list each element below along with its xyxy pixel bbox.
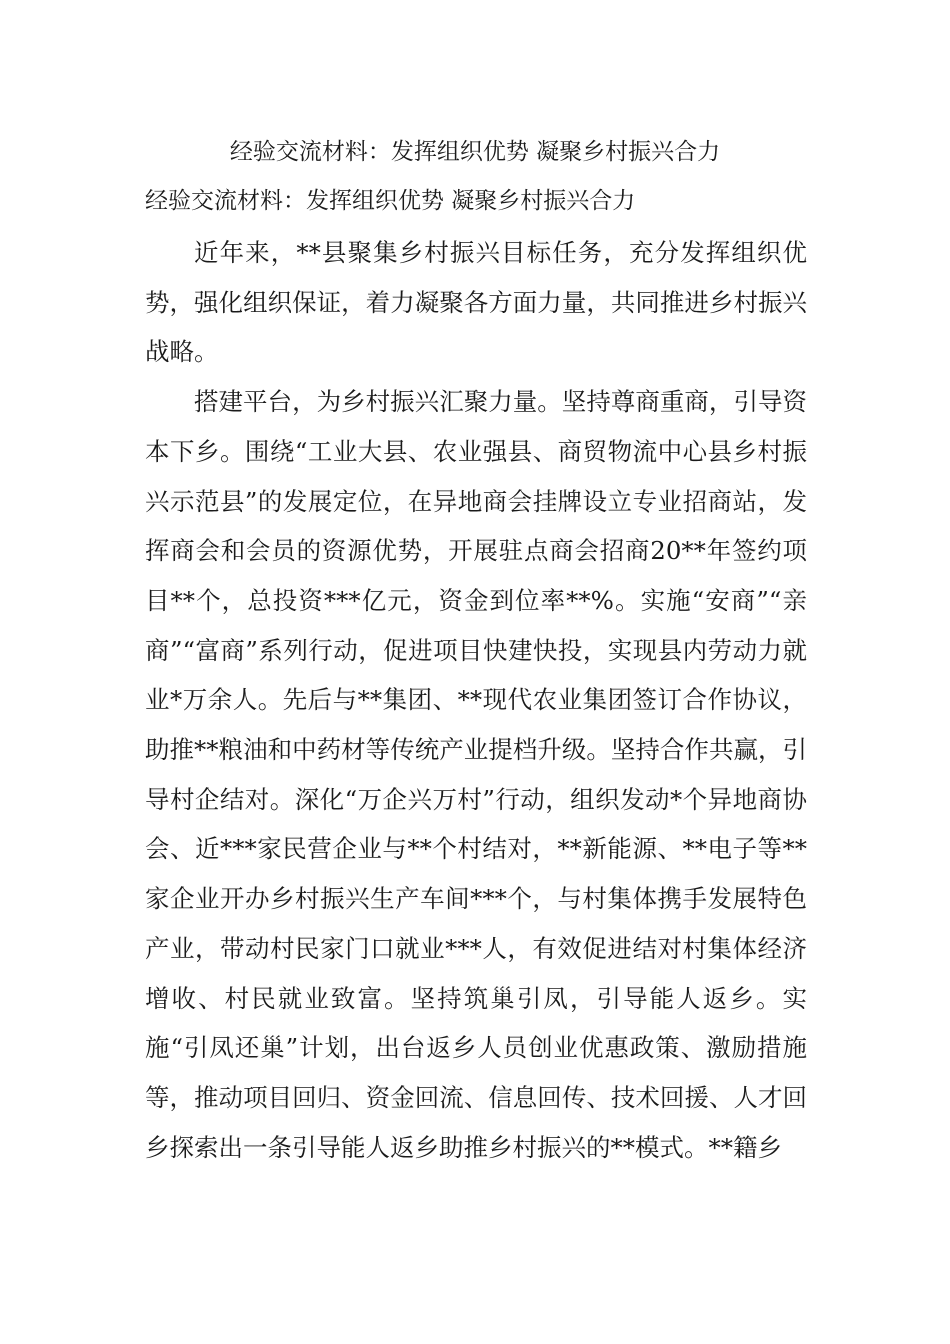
document-title-centered: 经验交流材料：发挥组织优势 凝聚乡村振兴合力 [229,139,721,165]
document-title-left: 经验交流材料：发挥组织优势 凝聚乡村振兴合力 [145,188,636,214]
paragraph-intro: 近年来，**县聚集乡村振兴目标任务，充分发挥组织优势，强化组织保证，着力凝聚各方面力量，共同推进乡村振兴战略。 [145,238,807,367]
document-body [145,228,807,1172]
paragraph-platform: 搭建平台，为乡村振兴汇聚力量。坚持尊商重商，引导资本下乡。围绕“工业大县、农业强县、商贸物流中心县乡村振兴示范县”的发展定位，在异地商会挂牌设立专业招商站，发挥商会和会员的资源优势，开展驻点商会招商20**年签约项目**个，总投资***亿元，资金到位率**%。实施“安商”“亲商”“富商”系列行动，促进项目快建快投，实现县内劳动力就业*万余人。先后与**集团、**现代农业集团签订合作协议，助推**粮油和中药材等传统产业提档升级。坚持合作共赢，引导村企结对。深化“万企兴万村”行动，组织发动*个异地商协会、近***家民营企业与**个村结对，**新能源、**电子等**家企业开办乡村振兴生产车间***个，与村集体携手发展特色产业，带动村民家门口就业***人，有效促进结对村集体经济增收、村民就业致富。坚持筑巢引凤，引导能人返乡。实施“引凤还巢”计划，出台返乡人员创业优惠政策、激励措施等，推动项目回归、资金回流、信息回传、技术回援、人才回乡探索出一条引导能人返乡助推乡村振兴的**模式。**籍乡 [145,387,807,1162]
